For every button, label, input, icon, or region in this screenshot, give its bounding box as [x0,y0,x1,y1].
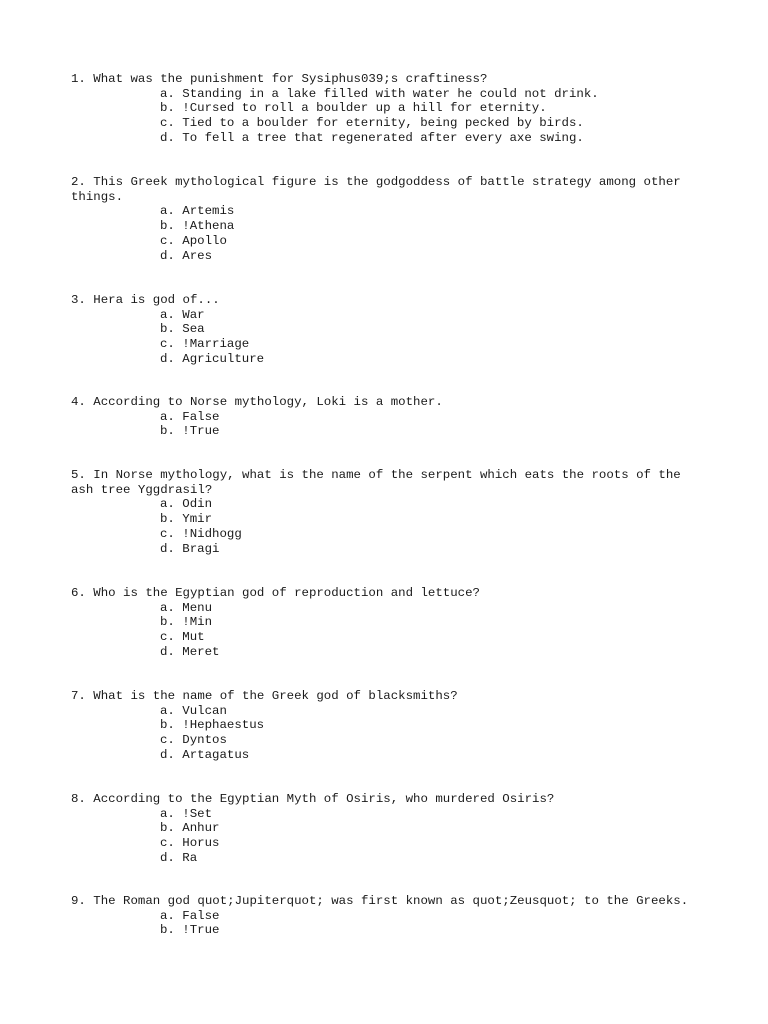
question-text: 9. The Roman god quot;Jupiterquot; was first known as quot;Zeusquot; to the Greeks. [71,894,689,908]
answer-option-c: c. Tied to a boulder for eternity, being pecked by birds. [160,116,584,131]
answer-option-d: d. Artagatus [160,747,250,762]
answer-option-c: c. Horus [160,836,220,851]
question-7 [71,689,701,763]
answer-options [71,497,701,556]
answer-option-a: a. Artemis [160,204,235,219]
answer-options [71,704,701,763]
answer-options [71,807,701,866]
question-5 [71,468,701,556]
answer-option-d: d. Ra [160,850,198,865]
question-text: 7. What is the name of the Greek god of blacksmiths? [71,689,458,703]
answer-option-a: a. War [160,307,205,322]
answer-option-b: b. !True [160,424,220,439]
answer-option-a: a. Vulcan [160,703,227,718]
answer-option-d: d. Meret [160,644,220,659]
answer-option-d: d. Ares [160,248,213,263]
answer-options [71,410,701,439]
answer-option-d: d. To fell a tree that regenerated after every axe swing. [160,130,584,145]
answer-option-d: d. Bragi [160,541,220,556]
answer-option-a: a. !Set [160,806,213,821]
answer-option-b: b. Anhur [160,821,220,836]
answer-option-b: b. Sea [160,322,205,337]
answer-option-a: a. False [160,409,220,424]
question-text: 5. In Norse mythology, what is the name of the serpent which eats the roots of the ash tree Yggdrasil? [71,468,689,497]
question-text: 1. What was the punishment for Sysiphus039;s craftiness? [71,72,488,86]
answer-option-b: b. !Athena [160,219,235,234]
answer-option-b: b. Ymir [160,512,213,527]
answer-option-b: b. !Cursed to roll a boulder up a hill for eternity. [160,101,547,116]
question-6 [71,586,701,660]
answer-options [71,308,701,367]
answer-option-b: b. !True [160,923,220,938]
question-1 [71,72,701,146]
answer-option-c: c. Apollo [160,233,227,248]
question-text: 4. According to Norse mythology, Loki is a mother. [71,395,443,409]
answer-option-c: c. !Marriage [160,337,250,352]
answer-option-c: c. Mut [160,630,205,645]
answer-option-a: a. Standing in a lake filled with water he could not drink. [160,86,599,101]
answer-option-a: a. Odin [160,497,213,512]
answer-option-a: a. Menu [160,600,213,615]
question-8 [71,792,701,866]
question-text: 8. According to the Egyptian Myth of Osiris, who murdered Osiris? [71,792,555,806]
question-3 [71,293,701,367]
answer-option-d: d. Agriculture [160,351,265,366]
question-4 [71,395,701,439]
answer-option-b: b. !Hephaestus [160,718,265,733]
question-text: 2. This Greek mythological figure is the godgoddess of battle strategy among other things. [71,175,689,204]
answer-options [71,601,701,660]
answer-options [71,87,701,146]
answer-options [71,204,701,263]
answer-option-b: b. !Min [160,615,213,630]
question-2 [71,175,701,263]
answer-option-a: a. False [160,908,220,923]
question-text: 6. Who is the Egyptian god of reproduction and lettuce? [71,586,480,600]
answer-option-c: c. Dyntos [160,733,227,748]
question-9 [71,894,701,938]
question-text: 3. Hera is god of... [71,293,220,307]
answer-option-c: c. !Nidhogg [160,526,242,541]
answer-options [71,909,701,938]
